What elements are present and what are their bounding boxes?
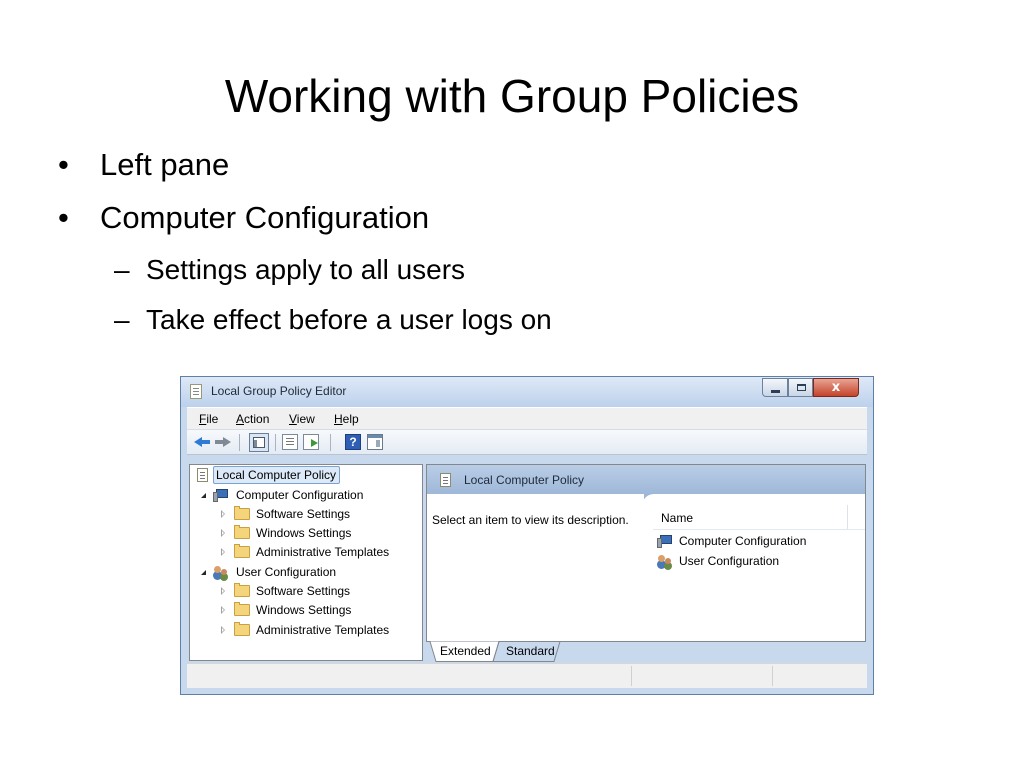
menu-file[interactable]: File [199, 412, 219, 426]
expand-closed-icon[interactable] [220, 505, 228, 523]
column-header-name[interactable] [653, 505, 865, 530]
bullet-item [58, 198, 429, 238]
folder-icon [234, 585, 250, 597]
toolbar-separator [239, 434, 240, 451]
bullet-text: Computer Configuration [100, 200, 430, 235]
tree-item-label: Computer Configuration [236, 488, 364, 502]
window-title: Local Group Policy Editor [211, 384, 347, 398]
help-icon[interactable]: ? [345, 434, 361, 450]
toolbar [187, 429, 867, 455]
view-tabs [426, 641, 866, 663]
folder-icon [234, 624, 250, 636]
status-bar [187, 663, 867, 688]
back-arrow-icon[interactable] [194, 434, 210, 450]
folder-icon [234, 527, 250, 539]
minimize-button[interactable] [762, 378, 788, 397]
tree-pane [189, 464, 423, 661]
expand-closed-icon[interactable] [220, 582, 228, 600]
expand-closed-icon[interactable] [220, 601, 228, 619]
list-item-label: User Configuration [679, 554, 780, 568]
menu-view[interactable]: View [289, 412, 315, 426]
details-pane [426, 464, 866, 642]
sub-bullet-text: Take effect before a user logs on [146, 304, 552, 335]
policy-document-icon [440, 473, 451, 487]
tree-item-label: Windows Settings [256, 603, 352, 617]
tree-item-label: Administrative Templates [256, 623, 390, 637]
menu-bar [187, 407, 867, 430]
status-separator [631, 666, 632, 686]
tree-item-label: User Configuration [236, 565, 337, 579]
slide-title: Working with Group Policies [224, 70, 800, 122]
expand-closed-icon[interactable] [220, 524, 228, 542]
toolbar-separator [330, 434, 331, 451]
description-text: Select an item to view its description. [432, 513, 629, 527]
tree-item-software-settings[interactable] [220, 505, 350, 523]
tree-item-administrative-templates[interactable] [220, 543, 389, 561]
tree-item-software-settings[interactable] [220, 582, 350, 600]
details-header-title: Local Computer Policy [464, 473, 585, 487]
export-list-icon[interactable] [303, 434, 319, 450]
computer-config-icon [213, 488, 229, 502]
forward-arrow-icon[interactable] [215, 434, 231, 450]
bullet-text: Left pane [100, 147, 230, 182]
policy-document-icon [190, 384, 202, 399]
bullet-mark: • [58, 147, 69, 182]
close-button[interactable] [813, 378, 859, 397]
column-header-label: Name [661, 511, 694, 525]
maximize-icon [797, 384, 806, 391]
tree-item-local-computer-policy[interactable] [195, 466, 340, 484]
expand-open-icon[interactable] [200, 486, 208, 504]
status-separator [772, 666, 773, 686]
tree-item-label: Software Settings [256, 507, 351, 521]
tree-item-computer-configuration[interactable] [200, 486, 363, 504]
tree-item-user-configuration[interactable] [200, 563, 336, 581]
show-hide-tree-icon[interactable] [249, 433, 269, 452]
policy-document-icon [197, 468, 208, 482]
gpedit-window [180, 376, 874, 695]
minimize-icon [771, 390, 780, 393]
expand-closed-icon[interactable] [220, 621, 228, 639]
tab-standard[interactable]: Standard [506, 644, 555, 658]
bullet-mark: • [58, 200, 69, 235]
header-band-fill [427, 494, 644, 506]
computer-config-icon [657, 534, 673, 548]
tree-item-administrative-templates[interactable] [220, 621, 389, 639]
title-bar[interactable] [181, 377, 873, 407]
properties-icon[interactable] [282, 434, 298, 450]
details-header [427, 465, 865, 495]
tab-extended[interactable]: Extended [440, 644, 491, 658]
folder-icon [234, 546, 250, 558]
folder-icon [234, 508, 250, 520]
list-item-label: Computer Configuration [679, 534, 807, 548]
tree-item-label: Software Settings [256, 584, 351, 598]
user-config-icon [657, 554, 673, 568]
bullet-item [58, 145, 229, 185]
close-icon: x [831, 380, 841, 395]
folder-icon [234, 604, 250, 616]
column-separator[interactable] [847, 505, 848, 529]
sub-bullet-mark: – [114, 254, 130, 285]
tree-item-label: Administrative Templates [256, 545, 390, 559]
tree-item-windows-settings[interactable] [220, 601, 351, 619]
sub-bullet-item [114, 302, 552, 338]
sub-bullet-text: Settings apply to all users [146, 254, 466, 285]
tree-item-label: Windows Settings [256, 526, 352, 540]
sub-bullet-item [114, 252, 465, 288]
expand-closed-icon[interactable] [220, 543, 228, 561]
sub-bullet-mark: – [114, 304, 130, 335]
menu-action[interactable]: Action [236, 412, 270, 426]
tree-item-label: Local Computer Policy [213, 466, 340, 484]
user-config-icon [213, 565, 229, 579]
menu-help[interactable]: Help [334, 412, 359, 426]
action-pane-icon[interactable] [367, 434, 383, 450]
toolbar-separator [275, 434, 276, 451]
tree-item-windows-settings[interactable] [220, 524, 351, 542]
maximize-button[interactable] [788, 378, 813, 397]
expand-open-icon[interactable] [200, 563, 208, 581]
